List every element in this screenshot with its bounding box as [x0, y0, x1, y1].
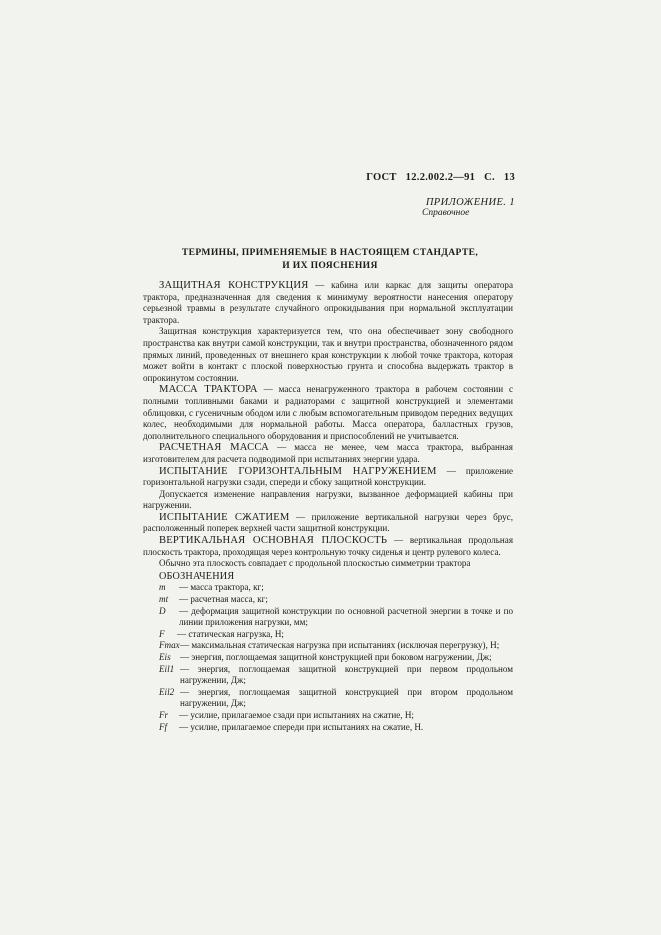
paragraph	[143, 489, 513, 512]
symbol-row	[159, 629, 513, 641]
term-paragraph	[143, 512, 513, 535]
symbol-row	[159, 710, 513, 722]
term-paragraph	[143, 535, 513, 558]
symbol-row	[159, 606, 513, 629]
symbol: D	[159, 605, 166, 616]
term-name: РАСЧЕТНАЯ МАССА	[159, 442, 269, 454]
page-number: 13	[503, 172, 515, 183]
symbol: Ff	[159, 721, 168, 732]
symbol-definition: — статическая нагрузка, Н;	[177, 628, 284, 639]
paragraph	[143, 558, 513, 570]
term-name: МАССА ТРАКТОРА	[159, 384, 258, 396]
term-paragraph	[143, 466, 513, 489]
symbol-row	[159, 594, 513, 606]
term-text: — приложение вертикальной нагрузки через брус, расположенный поперек верхней части защитной конструкции.	[143, 511, 513, 534]
standard-number: 12.2.002.2—91	[405, 172, 476, 183]
term-name: ИСПЫТАНИЕ СЖАТИЕМ	[159, 511, 290, 523]
paragraph-text: Обычно эта плоскость совпадает с продольной плоскостью симметрии трактора	[159, 558, 471, 569]
symbol: Fmax	[159, 640, 180, 651]
symbol-definition: — усилие, прилагаемое сзади при испытаниях на сжатие, Н;	[179, 709, 414, 720]
symbol: F	[159, 628, 165, 639]
symbol-definition: — максимальная статическая нагрузка при испытаниях (исключая перегрузку), Н;	[180, 640, 500, 651]
appendix-note: Справочное	[422, 208, 470, 218]
page-label: С.	[484, 172, 495, 183]
symbol-definition: — энергия, поглощаемая защитной конструкцией при втором продольном нагружении, Дж;	[180, 686, 513, 709]
term-paragraph	[143, 442, 513, 465]
section-title	[150, 246, 510, 272]
symbol-row	[159, 722, 513, 734]
symbols-heading: ОБОЗНАЧЕНИЯ	[159, 570, 235, 582]
symbol: Fr	[159, 709, 169, 720]
symbol-definition: — расчетная масса, кг;	[179, 594, 268, 605]
paragraph-text: Допускается изменение направления нагрузки, вызванное деформацией кабины при нагружении.	[143, 488, 513, 511]
paragraph	[143, 326, 513, 384]
symbol-row	[159, 582, 513, 594]
document-body	[143, 280, 513, 733]
symbol-row	[159, 687, 513, 710]
standard-label: ГОСТ	[366, 172, 397, 183]
symbol: m	[159, 582, 166, 593]
term-text: — масса не менее, чем масса трактора, выбранная изготовителем для расчета подводимой при испытаниях энергии удара.	[143, 442, 513, 464]
term-text: — масса ненагруженного трактора в рабочем состоянии с полными топливными баками и радиаторами с защитной конструкцией и элементами облицовки, с гусеничным ободом или с любым вспомогательным приводом передних ведущих колес, необходимыми для нормальной работы. Масса оператора, балластных грузов, дополнительного специального оборудования и приспособлений не учитывается.	[143, 384, 514, 441]
symbol-row	[159, 664, 513, 687]
term-text: — вертикальная продольная плоскость трактора, проходящая через контрольную точку сиденья и центр рулевого колеса.	[143, 535, 513, 557]
title-line-2: И ИХ ПОЯСНЕНИЯ	[282, 260, 378, 271]
term-paragraph	[143, 384, 513, 442]
paragraph-text: Защитная конструкция характеризуется тем, что она обеспечивает зону свободного пространства как внутри самой конструкции, так и внутри пространства, обозначенного рядом прямых линий, проведенных от внешнего края конструкции к любой точке трактора, которая может войти в контакт с плоской поверхностью грунта и способна выдержать трактор в опрокинутом состоянии.	[143, 326, 513, 383]
symbol: Eil1	[159, 663, 175, 674]
term-text: — приложение горизонтальной нагрузки сзади, спереди и сбоку защитной конструкции.	[143, 465, 513, 488]
symbol: Eis	[159, 652, 171, 662]
title-line-1: ТЕРМИНЫ, ПРИМЕНЯЕМЫЕ В НАСТОЯЩЕМ СТАНДАРТЕ,	[181, 247, 479, 258]
page-header	[360, 172, 515, 183]
appendix-label: ПРИЛОЖЕНИЕ. 1	[425, 197, 515, 208]
symbol-row	[159, 652, 513, 664]
symbol-definition: — деформация защитной конструкции по основной расчетной энергии в точке и по линии приложения нагрузки, мм;	[179, 605, 513, 628]
symbol: Eil2	[159, 686, 175, 697]
symbol: mt	[159, 594, 169, 605]
symbol-definition: — масса трактора, кг;	[179, 582, 264, 593]
symbol-definition: — усилие, прилагаемое спереди при испытаниях на сжатие, Н.	[179, 721, 424, 732]
term-paragraph	[143, 280, 513, 326]
symbol-definition: — энергия, поглощаемая защитной конструкцией при боковом нагружении, Дж;	[180, 652, 492, 662]
symbol-definition: — энергия, поглощаемая защитной конструкцией при первом продольном нагружении, Дж;	[180, 663, 513, 686]
term-name: ВЕРТИКАЛЬНАЯ ОСНОВНАЯ ПЛОСКОСТЬ	[159, 535, 388, 547]
term-name: ИСПЫТАНИЕ ГОРИЗОНТАЛЬНЫМ НАГРУЖЕНИЕМ	[159, 465, 437, 477]
term-name: ЗАЩИТНАЯ КОНСТРУКЦИЯ	[159, 280, 309, 291]
symbol-row	[159, 640, 513, 652]
term-text: — кабина или каркас для защиты оператора трактора, предназначенная для сведения к минимуму вероятности нанесения оператору серьезной травмы в результате случайного опрокидывания при нормальной эксплуатации трактора.	[143, 280, 514, 325]
